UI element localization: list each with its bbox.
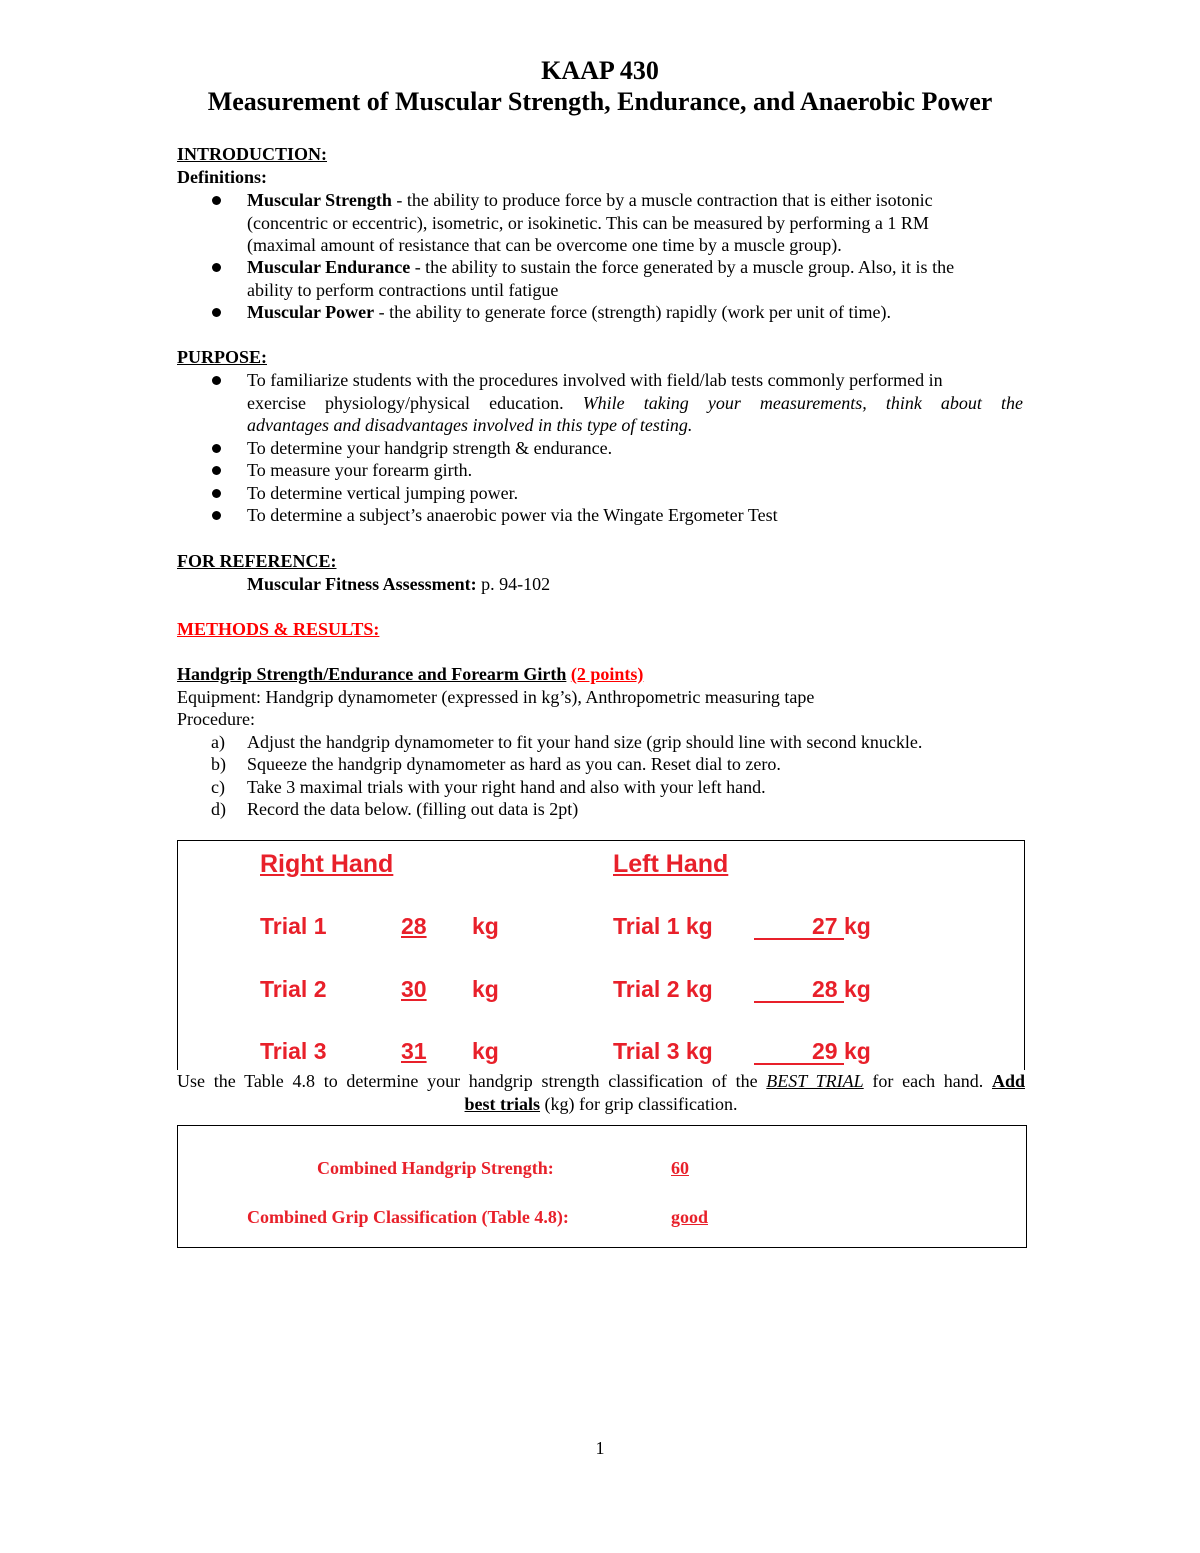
right-trial-label: Trial 2: [260, 976, 327, 1002]
right-trial-value: 31: [401, 1038, 427, 1064]
step-text: Squeeze the handgrip dynamometer as hard as you can. Reset dial to zero.: [247, 754, 781, 774]
definition-text: - the ability to generate force (strength) rapidly (work per unit of time).: [374, 302, 891, 322]
section-heading: [177, 663, 643, 685]
combined-strength-value: 60: [671, 1158, 689, 1178]
term: Muscular Endurance: [247, 257, 411, 277]
bullet-icon: [212, 466, 221, 475]
unit-label: kg: [472, 1038, 499, 1064]
introduction-heading: INTRODUCTION:: [177, 144, 328, 164]
right-hand-heading: Right Hand: [260, 850, 394, 878]
instruction-line-1: [177, 1070, 1025, 1092]
step-text: Take 3 maximal trials with your right hand and also with your left hand.: [247, 777, 766, 797]
bullet-icon: [212, 376, 221, 385]
instruction-emphasis: best trials: [464, 1094, 541, 1114]
definition-text: - the ability to sustain the force generated by a muscle group. Also, it is the: [410, 257, 955, 277]
step-letter: a): [211, 732, 225, 752]
combined-class-value: good: [671, 1207, 709, 1227]
purpose-italic-text: While taking your measurements, think about the: [582, 392, 1023, 413]
step-letter: d): [211, 799, 226, 819]
purpose-item: To measure your forearm girth.: [247, 460, 473, 480]
unit-label: kg: [844, 976, 871, 1002]
bullet-icon: [212, 489, 221, 498]
bullet-icon: [212, 196, 221, 205]
right-trial-label: Trial 3: [260, 1038, 327, 1064]
section-title: Handgrip Strength/Endurance and Forearm Girth: [177, 664, 567, 684]
section-points: (2 points): [570, 664, 644, 684]
reference-line: [247, 573, 550, 595]
term: Muscular Strength: [247, 190, 392, 210]
instruction-emphasis: BEST TRIAL: [766, 1071, 864, 1091]
step-letter: b): [211, 754, 226, 774]
purpose-item: To determine your handgrip strength & endurance.: [247, 438, 613, 458]
unit-label: kg: [472, 913, 499, 939]
purpose-item: To determine vertical jumping power.: [247, 483, 519, 503]
definition-text: (maximal amount of resistance that can be overcome one time by a muscle group).: [247, 235, 842, 255]
definition-muscular-strength: [247, 189, 1023, 257]
unit-label: kg: [472, 976, 499, 1002]
unit-label: kg: [844, 1038, 871, 1064]
left-trial-label: Trial 2 kg: [613, 976, 713, 1002]
combined-class-label: Combined Grip Classification (Table 4.8):: [247, 1207, 569, 1227]
right-trial-label: Trial 1: [260, 913, 327, 939]
document-title: Measurement of Muscular Strength, Endurance, and Anaerobic Power: [207, 87, 993, 116]
instruction-text: for each hand.: [863, 1071, 992, 1091]
instruction-line-2: [177, 1093, 1025, 1115]
left-trial-value: [754, 1038, 844, 1065]
reference-pages: p. 94-102: [476, 574, 551, 594]
unit-label: kg: [844, 913, 871, 939]
left-trial-label: Trial 3 kg: [613, 1038, 713, 1064]
instruction-text: (kg) for grip classification.: [540, 1094, 738, 1114]
definition-text: - the ability to produce force by a muscle contraction that is either isotonic: [391, 190, 933, 210]
course-title: KAAP 430: [541, 56, 659, 85]
purpose-italic-text: advantages and disadvantages involved in this type of testing.: [247, 415, 693, 435]
left-trial-value-text: 28: [812, 976, 838, 1002]
bullet-icon: [212, 444, 221, 453]
purpose-item: To determine a subject’s anaerobic power via the Wingate Ergometer Test: [247, 505, 778, 525]
bullet-icon: [212, 511, 221, 520]
step-text: Record the data below. (filling out data is 2pt): [247, 799, 579, 819]
definition-text: (concentric or eccentric), isometric, or isokinetic. This can be measured by performing a 1 RM: [247, 212, 929, 233]
right-trial-value: 28: [401, 913, 427, 939]
purpose-text: To familiarize students with the procedures involved with field/lab tests commonly performed in: [247, 370, 943, 390]
reference-heading: FOR REFERENCE:: [177, 551, 337, 571]
methods-heading: METHODS & RESULTS:: [177, 619, 380, 639]
purpose-text: exercise physiology/physical education.: [247, 392, 583, 413]
left-trial-value: [754, 976, 844, 1003]
left-trial-value: [754, 913, 844, 940]
instruction-text: Use the Table 4.8 to determine your handgrip strength classification of the: [177, 1071, 767, 1091]
purpose-heading: PURPOSE:: [177, 347, 267, 367]
combined-strength-label: Combined Handgrip Strength:: [317, 1158, 554, 1178]
step-letter: c): [211, 777, 225, 797]
bullet-icon: [212, 308, 221, 317]
term: Muscular Power: [247, 302, 375, 322]
left-trial-label: Trial 1 kg: [613, 913, 713, 939]
page-number: 1: [595, 1438, 605, 1458]
right-trial-value: 30: [401, 976, 427, 1002]
equipment-line: Equipment: Handgrip dynamometer (expressed in kg’s), Anthropometric measuring tape: [177, 687, 815, 707]
definition-muscular-endurance: [247, 256, 1023, 301]
definitions-label: Definitions:: [177, 167, 267, 187]
left-hand-heading: Left Hand: [613, 850, 729, 878]
left-trial-value-text: 29: [812, 1038, 838, 1064]
bullet-icon: [212, 263, 221, 272]
definition-text: ability to perform contractions until fatigue: [247, 279, 559, 300]
purpose-item: [247, 369, 1023, 437]
reference-label: Muscular Fitness Assessment:: [247, 574, 477, 594]
combined-box: [177, 1125, 1027, 1248]
step-text: Adjust the handgrip dynamometer to fit your hand size (grip should line with second knuckle.: [247, 732, 923, 752]
definition-muscular-power: [247, 301, 1023, 324]
instruction-emphasis: Add: [991, 1071, 1026, 1091]
procedure-label: Procedure:: [177, 709, 255, 729]
left-trial-value-text: 27: [812, 913, 838, 939]
